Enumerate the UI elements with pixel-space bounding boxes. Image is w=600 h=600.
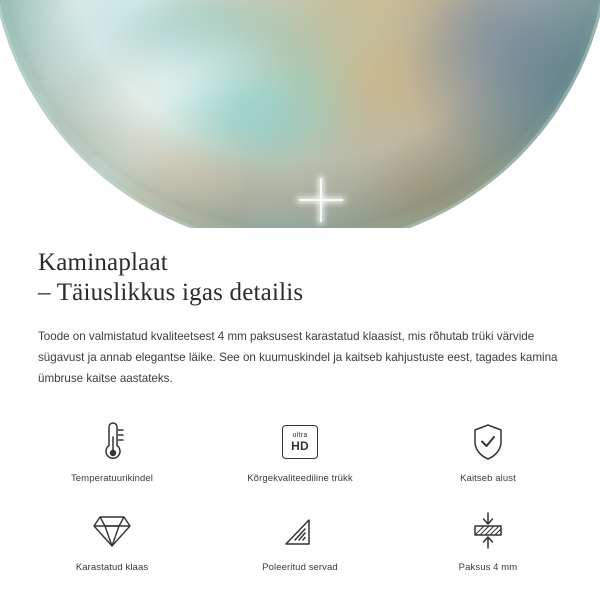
feature-item-temperature (32, 419, 192, 484)
feature-item-print-quality (220, 419, 380, 484)
polished-edges-icon (220, 508, 380, 554)
text-content (0, 228, 600, 389)
feature-label: Poleeritud servad (262, 562, 338, 573)
feature-label: Karastatud klaas (75, 562, 149, 573)
page-title (38, 248, 562, 308)
hero-image (0, 0, 600, 228)
marble-swirl-teal (140, 48, 360, 178)
feature-label: Kõrgekvaliteediline trükk (247, 473, 353, 484)
marble-plate-graphic (0, 0, 600, 228)
thickness-icon (408, 508, 568, 554)
diamond-icon (32, 508, 192, 554)
ultra-hd-bottom-text: HD (291, 439, 309, 453)
feature-item-thickness (408, 508, 568, 573)
feature-item-surface-protection (408, 419, 568, 484)
ultra-hd-top-text: ultra (292, 432, 308, 439)
page-title-line-2: – Täiuslikkus igas detailis (38, 279, 304, 306)
feature-label: Kaitseb alust (460, 473, 516, 484)
ultra-hd-icon (220, 419, 380, 465)
feature-label: Temperatuurikindel (70, 473, 154, 484)
product-description: Toode on valmistatud kvaliteetsest 4 mm paksusest karastatud klaasist, mis rõhutab trüki värvide sügavust ja annab elegantse läike. See on kuumuskindel ja kaitseb kahjustuste eest, tagades kamina ümbruse kaitse aastateks. (38, 330, 558, 385)
shield-check-icon (408, 419, 568, 465)
feature-item-polished-edges (220, 508, 380, 573)
feature-item-tempered-glass (32, 508, 192, 573)
thermometer-icon (32, 419, 192, 465)
feature-label: Paksus 4 mm (458, 562, 518, 573)
feature-list (0, 419, 600, 573)
page-title-line-1: Kaminaplaat (38, 249, 168, 276)
